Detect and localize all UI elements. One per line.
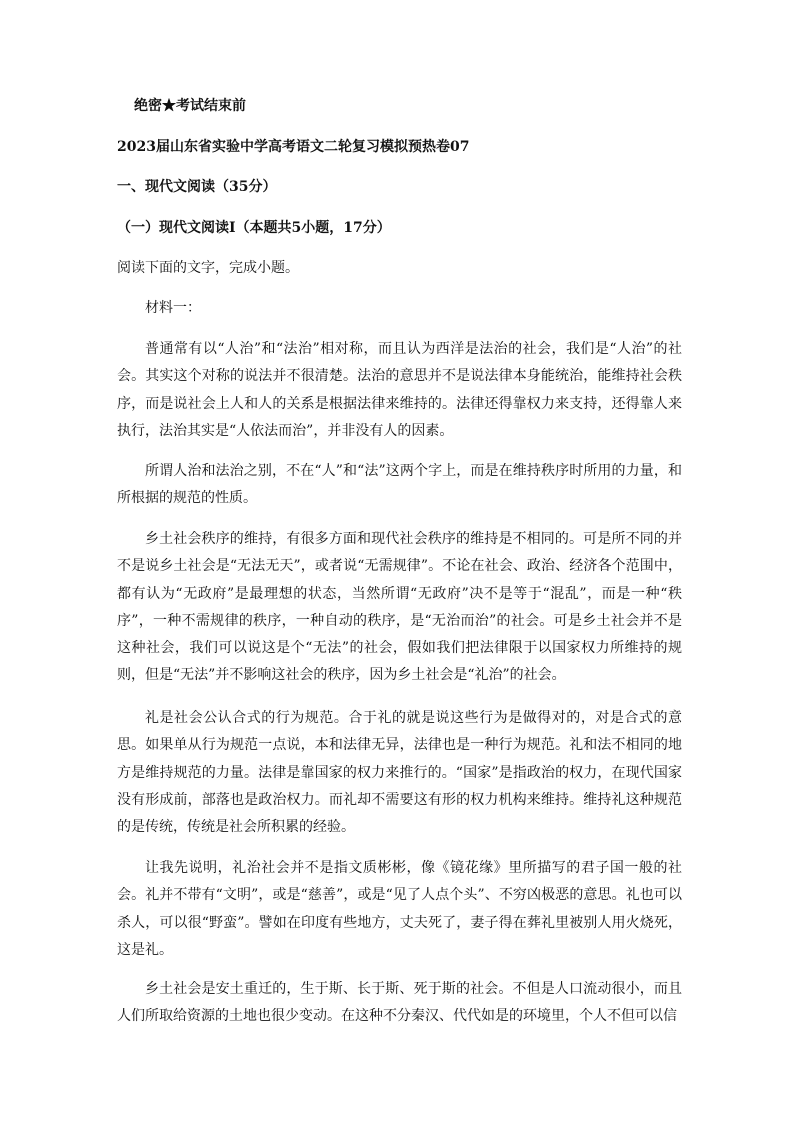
section-title: 一、现代文阅读（35分） [117, 179, 277, 195]
instruction-text: 阅读下面的文字，完成小题。 [117, 260, 299, 276]
paragraph-3: 乡土社会秩序的维持，有很多方面和现代社会秩序的维持是不相同的。可是所不同的并不是说乡土社会是“无法无天”，或者说“无需规律”。不论在社会、政治、经济各个范围中，都有认为“无政府”是最理想的状态，当然所谓“无政府”决不是等于“混乱”，而是一种“秩序”，一种不需规律的秩序，一种自动的秩序，是“无治而治”的社会。可是乡土社会并不是这种社会，我们可以说这是个“无法”的社会，假如我们把法律限于以国家权力所维持的规则，但是“无法”并不影响这社会的秩序，因为乡土社会是“礼治”的社会。 [117, 531, 682, 684]
subsection-title: （一）现代文阅读Ⅰ（本题共5小题，17分） [117, 220, 391, 236]
paragraph-2: 所谓人治和法治之别，不在“人”和“法”这两个字上，而是在维持秩序时所用的力量，和所根据的规范的性质。 [117, 463, 682, 507]
paragraph-6: 乡土社会是安土重迁的，生于斯、长于斯、死于斯的社会。不但是人口流动很小，而且人们所取给资源的土地也很少变动。在这种不分秦汉、代代如是的环境里，个人不但可以信 [117, 981, 682, 1025]
paragraph-1: 普通常有以“人治”和“法治”相对称，而且认为西洋是法治的社会，我们是“人治”的社会。其实这个对称的说法并不很清楚。法治的意思并不是说法律本身能统治，能维持社会秩序，而是说社会上人和人的关系是根据法律来维持的。法律还得靠权力来支持，还得靠人来执行，法治其实是“人依法而治”，并非没有人的因素。 [117, 341, 682, 439]
confidential-label: 绝密★考试结束前 [134, 98, 246, 114]
material-label: 材料一： [145, 300, 201, 316]
paragraph-5: 让我先说明，礼治社会并不是指文质彬彬，像《镜花缘》里所描写的君子国一般的社会。礼并不带有“文明”，或是“慈善”，或是“见了人点个头”、不穷凶极恶的意思。礼也可以杀人，可以很“野蛮”。譬如在印度有些地方，丈夫死了，妻子得在葬礼里被别人用火烧死，这是礼。 [117, 860, 682, 958]
paragraph-4: 礼是社会公认合式的行为规范。合于礼的就是说这些行为是做得对的，对是合式的意思。如果单从行为规范一点说，本和法律无异，法律也是一种行为规范。礼和法不相同的地方是维持规范的力量。法律是靠国家的权力来推行的。“国家”是指政治的权力，在现代国家没有形成前，部落也是政治权力。而礼却不需要这有形的权力机构来维持。维持礼这种规范的是传统，传统是社会所积累的经验。 [117, 710, 682, 836]
exam-title: 2023届山东省实验中学高考语文二轮复习模拟预热卷07 [117, 139, 470, 155]
